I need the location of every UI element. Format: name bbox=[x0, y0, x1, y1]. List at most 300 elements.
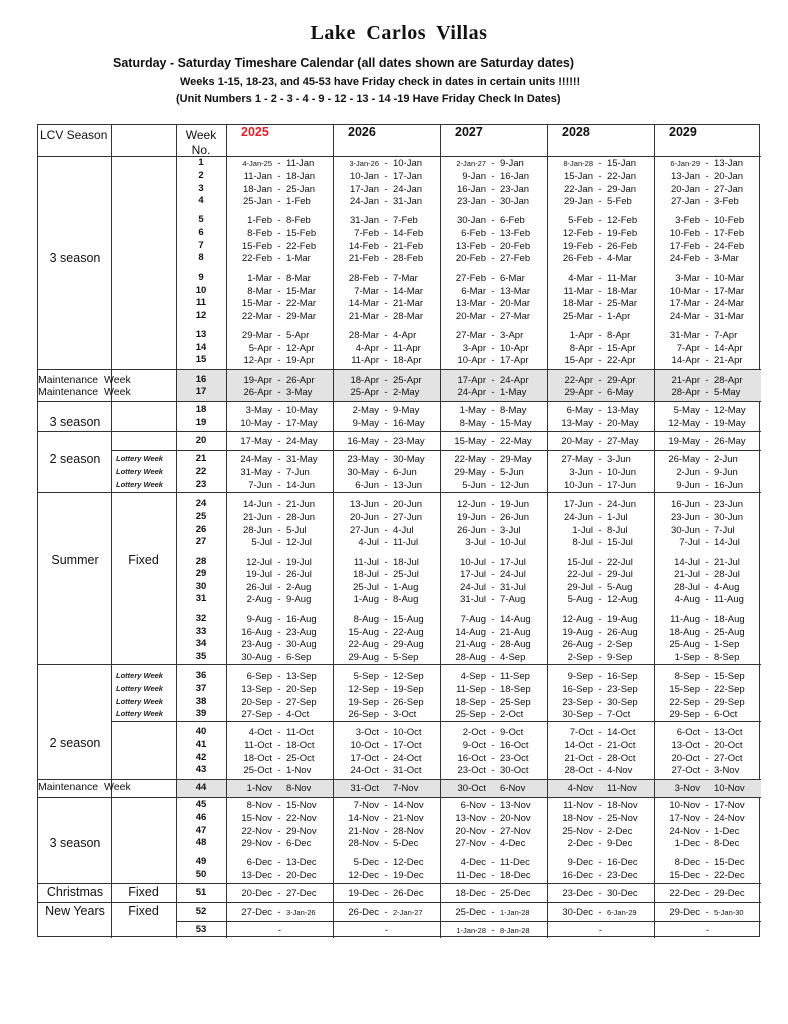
season-label-3-season: 3 season bbox=[49, 836, 101, 850]
date-range-cell bbox=[440, 837, 547, 849]
date-separator: - bbox=[384, 297, 388, 309]
season-label-2-season: 2 season bbox=[49, 736, 101, 750]
start-date: 4-Jul bbox=[358, 536, 379, 548]
end-date: 19-Jul bbox=[286, 556, 312, 568]
week-number: 39 bbox=[195, 708, 207, 719]
start-date: 5-Feb bbox=[568, 214, 593, 226]
date-separator: - bbox=[277, 683, 281, 695]
date-separator: - bbox=[705, 524, 709, 536]
date-separator: - bbox=[598, 195, 602, 207]
date-separator: - bbox=[384, 157, 388, 169]
end-date: 30-Sep bbox=[607, 696, 638, 708]
start-date: 25-Sep bbox=[455, 708, 486, 720]
start-date: 8-Apr bbox=[569, 342, 593, 354]
date-range-cell bbox=[226, 638, 333, 650]
end-date: 24-Apr bbox=[500, 374, 529, 386]
end-date: 25-Jul bbox=[393, 568, 419, 580]
date-separator: - bbox=[491, 466, 495, 478]
start-date: 10-May bbox=[240, 417, 272, 429]
start-date: 22-Apr bbox=[564, 374, 593, 386]
date-separator: - bbox=[384, 386, 388, 398]
date-separator: - bbox=[491, 739, 495, 751]
date-range-cell bbox=[440, 466, 547, 478]
end-date: 15-May bbox=[500, 417, 532, 429]
end-date: 30-Oct bbox=[500, 764, 529, 776]
date-separator: - bbox=[598, 764, 602, 776]
start-date: 11-Mar bbox=[563, 285, 593, 297]
date-separator: - bbox=[277, 466, 281, 478]
date-range-cell bbox=[440, 536, 547, 548]
end-date: 20-Sep bbox=[286, 683, 317, 695]
start-date: 29-Dec bbox=[669, 906, 700, 918]
start-date: 20-Feb bbox=[455, 252, 486, 264]
end-date: 19-Aug bbox=[607, 613, 638, 625]
date-separator: - bbox=[277, 252, 281, 264]
end-date: 1-Jan-28 bbox=[500, 907, 530, 917]
date-range-cell bbox=[547, 799, 654, 811]
start-date: 15-Mar bbox=[241, 297, 272, 309]
start-date: 13-Jun bbox=[349, 498, 379, 510]
date-separator: - bbox=[705, 272, 709, 284]
end-date: 21-Jul bbox=[714, 556, 740, 568]
date-separator: - bbox=[277, 536, 281, 548]
end-date: 7-Jun bbox=[286, 466, 310, 478]
date-range-cell bbox=[226, 613, 333, 625]
date-range-cell bbox=[654, 638, 761, 650]
date-separator: - bbox=[277, 157, 281, 169]
start-date: 10-Jul bbox=[460, 556, 486, 568]
end-date: 20-Nov bbox=[500, 812, 531, 824]
end-date: 13-Nov bbox=[500, 799, 531, 811]
date-separator: - bbox=[491, 374, 495, 386]
date-range-cell bbox=[654, 479, 761, 491]
date-separator: - bbox=[277, 708, 281, 720]
end-date: 1-May bbox=[500, 386, 527, 398]
start-date: 4-Dec bbox=[460, 856, 486, 868]
end-date: 10-Nov bbox=[714, 782, 745, 794]
end-date: 29-Apr bbox=[607, 374, 636, 386]
start-date: 3-Jan-26 bbox=[349, 158, 379, 168]
date-range-cell bbox=[226, 404, 333, 416]
date-separator: - bbox=[598, 752, 602, 764]
end-date: 21-Mar bbox=[393, 297, 424, 309]
week-number: 45 bbox=[195, 799, 207, 810]
date-separator: - bbox=[384, 195, 388, 207]
start-date: 11-Jul bbox=[353, 556, 379, 568]
start-date: 10-Jan bbox=[349, 170, 379, 182]
end-date: 10-Jun bbox=[607, 466, 637, 478]
end-date: 4-Dec bbox=[500, 837, 526, 849]
date-range-cell bbox=[333, 670, 440, 682]
date-separator: - bbox=[491, 297, 495, 309]
start-date: 20-May bbox=[561, 435, 593, 447]
date-range-cell bbox=[654, 524, 761, 536]
end-date: 26-Sep bbox=[393, 696, 424, 708]
date-separator: - bbox=[277, 613, 281, 625]
start-date: 2-Sep bbox=[567, 651, 593, 663]
date-range-cell bbox=[440, 613, 547, 625]
date-separator: - bbox=[277, 453, 281, 465]
end-date: 9-Oct bbox=[500, 726, 524, 738]
end-date: 25-Apr bbox=[393, 374, 422, 386]
end-date: 9-Aug bbox=[286, 593, 312, 605]
date-range-cell: - bbox=[384, 924, 389, 936]
end-date: 16-Jun bbox=[714, 479, 744, 491]
end-date: 10-Jan bbox=[393, 157, 423, 169]
date-range-cell bbox=[226, 524, 333, 536]
date-range-cell bbox=[440, 524, 547, 536]
date-range-cell bbox=[440, 329, 547, 341]
start-date: 28-Feb bbox=[348, 272, 379, 284]
week-number: 2 bbox=[198, 170, 204, 181]
date-range-cell bbox=[440, 799, 547, 811]
date-range-cell bbox=[547, 342, 654, 354]
date-range-cell bbox=[547, 906, 654, 918]
date-range-cell bbox=[226, 214, 333, 226]
start-date: 22-Mar bbox=[241, 310, 272, 322]
date-separator: - bbox=[705, 739, 709, 751]
date-range-cell bbox=[654, 374, 761, 386]
week-number: 28 bbox=[195, 556, 207, 567]
date-range-cell bbox=[547, 581, 654, 593]
date-separator: - bbox=[277, 581, 281, 593]
date-range-cell bbox=[226, 195, 333, 207]
date-range-cell bbox=[440, 739, 547, 751]
start-date: 26-May bbox=[668, 453, 700, 465]
end-date: 29-Dec bbox=[714, 887, 745, 899]
end-date: 3-Oct bbox=[393, 708, 417, 720]
week-number: 13 bbox=[195, 329, 207, 340]
end-date: 10-Feb bbox=[714, 214, 745, 226]
end-date: 29-Mar bbox=[286, 310, 317, 322]
start-date: 10-Apr bbox=[457, 354, 486, 366]
date-range-cell: - bbox=[598, 924, 603, 936]
start-date: 13-Oct bbox=[671, 739, 700, 751]
date-separator: - bbox=[491, 329, 495, 341]
date-range-cell bbox=[654, 466, 761, 478]
date-range-cell bbox=[440, 183, 547, 195]
end-date: 13-Sep bbox=[286, 670, 317, 682]
date-range-cell bbox=[547, 887, 654, 899]
end-date: 24-May bbox=[286, 435, 318, 447]
end-date: 16-Aug bbox=[286, 613, 317, 625]
date-separator: - bbox=[705, 726, 709, 738]
end-date: 3-Apr bbox=[500, 329, 524, 341]
date-separator: - bbox=[277, 498, 281, 510]
week-number: 16 bbox=[195, 374, 207, 385]
date-separator: - bbox=[277, 837, 281, 849]
date-range-cell bbox=[547, 386, 654, 398]
start-date: 17-Jul bbox=[460, 568, 486, 580]
end-date: 5-Aug bbox=[607, 581, 633, 593]
end-date: 15-Dec bbox=[714, 856, 745, 868]
end-date: 23-Aug bbox=[286, 626, 317, 638]
end-date: 18-Mar bbox=[607, 285, 638, 297]
start-date: 3-Jun bbox=[569, 466, 593, 478]
date-separator: - bbox=[598, 825, 602, 837]
start-date: 24-Jul bbox=[460, 581, 486, 593]
date-range-cell bbox=[226, 183, 333, 195]
week-number: 12 bbox=[195, 310, 207, 321]
week-number: 21 bbox=[195, 453, 207, 464]
start-date: 9-Sep bbox=[567, 670, 593, 682]
date-separator: - bbox=[491, 511, 495, 523]
date-separator: - bbox=[598, 799, 602, 811]
end-date: 1-Sep bbox=[714, 638, 740, 650]
start-date: 1-May bbox=[459, 404, 486, 416]
start-date: 23-Jan bbox=[456, 195, 486, 207]
end-date: 12-Dec bbox=[393, 856, 424, 868]
end-date: 16-Dec bbox=[607, 856, 638, 868]
end-date: 27-Mar bbox=[500, 310, 531, 322]
start-date: 23-Sep bbox=[562, 696, 593, 708]
date-separator: - bbox=[491, 453, 495, 465]
date-range-cell bbox=[226, 799, 333, 811]
week-number: 19 bbox=[195, 417, 207, 428]
row-divider bbox=[38, 401, 761, 402]
date-separator: - bbox=[491, 183, 495, 195]
date-separator: - bbox=[598, 417, 602, 429]
end-date: 17-Jan bbox=[393, 170, 423, 182]
start-date: 28-Oct bbox=[564, 764, 593, 776]
start-date: 6-Jan-29 bbox=[670, 158, 700, 168]
date-range-cell bbox=[654, 272, 761, 284]
start-date: 8-Dec bbox=[674, 856, 700, 868]
start-date: 15-Aug bbox=[348, 626, 379, 638]
start-date: 22-Jan bbox=[563, 183, 593, 195]
date-separator: - bbox=[598, 214, 602, 226]
end-date: 1-Nov bbox=[286, 764, 312, 776]
start-date: 12-Feb bbox=[562, 227, 593, 239]
start-date: 2-Aug bbox=[246, 593, 272, 605]
date-separator: - bbox=[384, 825, 388, 837]
end-date: 16-May bbox=[393, 417, 425, 429]
end-date: 10-May bbox=[286, 404, 318, 416]
date-range-cell bbox=[226, 670, 333, 682]
end-date: 27-Sep bbox=[286, 696, 317, 708]
start-date: 5-Jul bbox=[251, 536, 272, 548]
start-date: 27-Oct bbox=[671, 764, 700, 776]
start-date: 17-Nov bbox=[669, 812, 700, 824]
week-number: 40 bbox=[195, 726, 207, 737]
end-date: 1-Jul bbox=[607, 511, 628, 523]
date-range-cell bbox=[547, 536, 654, 548]
start-date: 2-Dec bbox=[567, 837, 593, 849]
week-number: 24 bbox=[195, 498, 207, 509]
end-date: 13-Mar bbox=[500, 285, 531, 297]
end-date: 11-Mar bbox=[607, 272, 637, 284]
end-date: 20-May bbox=[607, 417, 639, 429]
date-separator: - bbox=[277, 417, 281, 429]
year-header-2028: 2028 bbox=[562, 125, 590, 139]
start-date: 25-Jan bbox=[242, 195, 272, 207]
start-date: 6-Sep bbox=[246, 670, 272, 682]
date-range-cell bbox=[654, 556, 761, 568]
end-date: 2-Jun bbox=[714, 453, 738, 465]
date-range-cell bbox=[654, 511, 761, 523]
end-date: 5-Apr bbox=[286, 329, 310, 341]
date-separator: - bbox=[598, 696, 602, 708]
date-separator: - bbox=[491, 417, 495, 429]
date-range-cell bbox=[547, 157, 654, 169]
end-date: 16-Jan bbox=[500, 170, 530, 182]
start-date: 31-Jan bbox=[349, 214, 379, 226]
date-range-cell bbox=[547, 183, 654, 195]
date-range-cell bbox=[654, 453, 761, 465]
start-date: 1-Nov bbox=[246, 782, 272, 794]
end-date: 31-May bbox=[286, 453, 318, 465]
end-date: 15-Jan bbox=[607, 157, 637, 169]
date-separator: - bbox=[598, 536, 602, 548]
date-separator: - bbox=[491, 651, 495, 663]
date-range-cell bbox=[440, 764, 547, 776]
date-range-cell bbox=[226, 297, 333, 309]
end-date: 14-Feb bbox=[393, 227, 424, 239]
end-date: 26-Apr bbox=[286, 374, 315, 386]
date-range-cell bbox=[654, 417, 761, 429]
start-date: 13-Mar bbox=[455, 297, 486, 309]
start-date: 25-Oct bbox=[243, 764, 272, 776]
date-range-cell bbox=[333, 683, 440, 695]
end-date: 16-Sep bbox=[607, 670, 638, 682]
date-separator: - bbox=[277, 556, 281, 568]
date-range-cell bbox=[547, 240, 654, 252]
end-date: 15-Feb bbox=[286, 227, 317, 239]
date-separator: - bbox=[491, 726, 495, 738]
maintenance-week-label: Maintenance Week bbox=[38, 386, 131, 398]
end-date: 14-Jun bbox=[286, 479, 316, 491]
end-date: 11-Aug bbox=[714, 593, 744, 605]
date-range-cell bbox=[440, 708, 547, 720]
date-separator: - bbox=[491, 285, 495, 297]
date-separator: - bbox=[598, 453, 602, 465]
start-date: 19-May bbox=[668, 435, 700, 447]
start-date: 14-Aug bbox=[455, 626, 486, 638]
end-date: 3-Nov bbox=[714, 764, 740, 776]
date-separator: - bbox=[277, 386, 281, 398]
date-separator: - bbox=[705, 651, 709, 663]
date-range-cell bbox=[654, 593, 761, 605]
date-separator: - bbox=[491, 593, 495, 605]
end-date: 25-Mar bbox=[607, 297, 638, 309]
end-date: 17-Jul bbox=[500, 556, 526, 568]
start-date: 21-Aug bbox=[455, 638, 486, 650]
date-separator: - bbox=[598, 887, 602, 899]
end-date: 17-Mar bbox=[714, 285, 745, 297]
start-date: 1-Apr bbox=[569, 329, 593, 341]
date-separator: - bbox=[277, 329, 281, 341]
date-separator: - bbox=[491, 435, 495, 447]
date-separator: - bbox=[277, 170, 281, 182]
date-range-cell bbox=[226, 498, 333, 510]
season-label-3-season: 3 season bbox=[49, 251, 101, 265]
end-date: 9-Dec bbox=[607, 837, 633, 849]
date-range-cell bbox=[226, 354, 333, 366]
start-date: 25-Aug bbox=[669, 638, 700, 650]
end-date: 22-Mar bbox=[286, 297, 317, 309]
end-date: 15-Nov bbox=[286, 799, 317, 811]
friday-checkin-note: Weeks 1-15, 18-23, and 45-53 have Friday check in dates in certain units !!!!!! bbox=[180, 76, 581, 88]
date-range-cell bbox=[226, 511, 333, 523]
date-range-cell bbox=[226, 626, 333, 638]
start-date: 8-Mar bbox=[247, 285, 272, 297]
date-separator: - bbox=[384, 524, 388, 536]
end-date: 24-Oct bbox=[393, 752, 422, 764]
end-date: 9-Jan bbox=[500, 157, 524, 169]
date-separator: - bbox=[598, 670, 602, 682]
date-separator: - bbox=[598, 613, 602, 625]
date-range-cell bbox=[547, 479, 654, 491]
date-separator: - bbox=[491, 825, 495, 837]
date-range-cell bbox=[226, 386, 333, 398]
start-date: 15-Jan bbox=[563, 170, 593, 182]
end-date: 14-Nov bbox=[393, 799, 424, 811]
start-date: 19-Apr bbox=[243, 374, 272, 386]
date-separator: - bbox=[491, 195, 495, 207]
start-date: 6-Jun bbox=[355, 479, 379, 491]
maintenance-week-label: Maintenance Week bbox=[38, 374, 131, 386]
end-date: 29-Nov bbox=[286, 825, 317, 837]
date-separator: - bbox=[491, 837, 495, 849]
end-date: 26-Aug bbox=[607, 626, 638, 638]
date-range-cell bbox=[547, 511, 654, 523]
start-date: 27-Jun bbox=[349, 524, 379, 536]
date-separator: - bbox=[491, 752, 495, 764]
date-separator: - bbox=[598, 812, 602, 824]
date-separator: - bbox=[705, 887, 709, 899]
date-separator: - bbox=[384, 593, 388, 605]
start-date: 25-Mar bbox=[562, 310, 593, 322]
date-separator: - bbox=[705, 252, 709, 264]
start-date: 7-Mar bbox=[354, 285, 379, 297]
start-date: 20-Dec bbox=[241, 887, 272, 899]
date-separator: - bbox=[705, 696, 709, 708]
date-separator: - bbox=[277, 285, 281, 297]
end-date: 22-Aug bbox=[393, 626, 424, 638]
start-date: 29-Mar bbox=[241, 329, 272, 341]
end-date: 15-Jul bbox=[607, 536, 633, 548]
end-date: 10-Oct bbox=[393, 726, 422, 738]
date-separator: - bbox=[705, 170, 709, 182]
date-separator: - bbox=[384, 183, 388, 195]
start-date: 7-Apr bbox=[676, 342, 700, 354]
end-date: 28-Jun bbox=[286, 511, 316, 523]
end-date: 20-Jun bbox=[393, 498, 423, 510]
end-date: 12-Apr bbox=[286, 342, 315, 354]
end-date: 25-Dec bbox=[500, 887, 531, 899]
end-date: 30-Jan bbox=[500, 195, 530, 207]
start-date: 13-Feb bbox=[455, 240, 486, 252]
end-date: 11-Dec bbox=[500, 856, 530, 868]
end-date: 27-Jan bbox=[714, 183, 744, 195]
date-range-cell bbox=[333, 651, 440, 663]
date-range-cell bbox=[440, 170, 547, 182]
date-range-cell bbox=[547, 869, 654, 881]
date-range-cell bbox=[333, 272, 440, 284]
date-separator: - bbox=[277, 906, 281, 918]
start-date: 11-Jan bbox=[243, 170, 272, 182]
date-range-cell bbox=[226, 906, 333, 918]
start-date: 4-Mar bbox=[568, 272, 593, 284]
week-number: 44 bbox=[195, 782, 207, 793]
start-date: 1-Jul bbox=[572, 524, 593, 536]
date-range-cell bbox=[226, 453, 333, 465]
start-date: 15-Jul bbox=[567, 556, 593, 568]
start-date: 3-Apr bbox=[462, 342, 486, 354]
date-range-cell bbox=[654, 214, 761, 226]
week-header: No. bbox=[191, 143, 211, 157]
start-date: 26-Jul bbox=[246, 581, 272, 593]
